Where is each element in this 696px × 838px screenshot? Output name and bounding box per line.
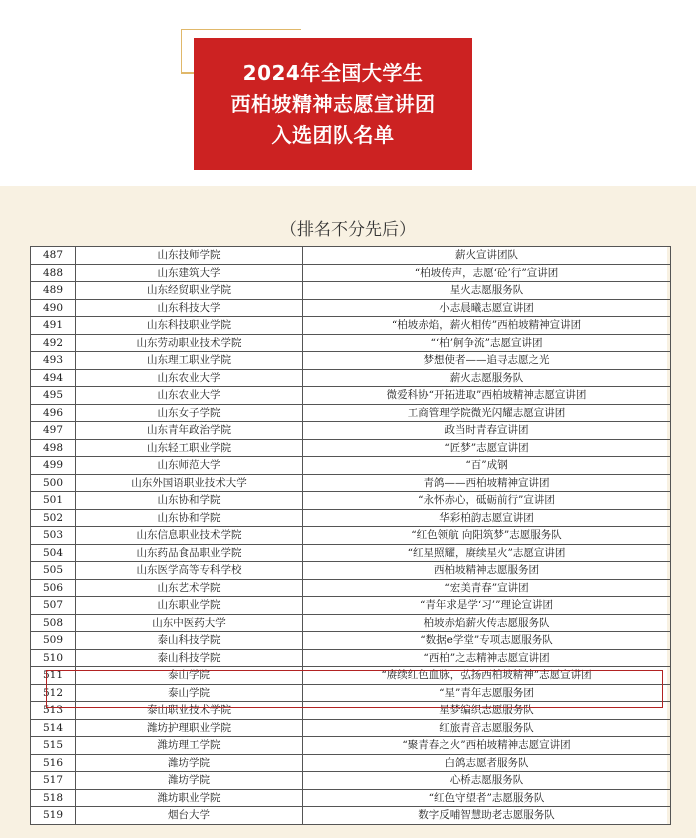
table-row <box>31 702 671 720</box>
row-number: 506 <box>31 579 76 597</box>
school-name: 山东药品食品职业学院 <box>76 544 303 562</box>
school-name: 山东中医药大学 <box>76 614 303 632</box>
table-row <box>31 317 671 335</box>
row-number: 513 <box>31 702 76 720</box>
row-number: 517 <box>31 772 76 790</box>
school-name: 烟台大学 <box>76 807 303 825</box>
table-row <box>31 334 671 352</box>
title-banner <box>194 38 472 170</box>
table-row <box>31 404 671 422</box>
team-name: 西柏坡精神志愿服务团 <box>303 562 671 580</box>
team-name: “红星照耀，赓续星火”志愿宣讲团 <box>303 544 671 562</box>
row-number: 505 <box>31 562 76 580</box>
table-row <box>31 457 671 475</box>
school-name: 山东理工职业学院 <box>76 352 303 370</box>
row-number: 516 <box>31 754 76 772</box>
row-number: 489 <box>31 282 76 300</box>
row-number: 497 <box>31 422 76 440</box>
school-name: 泰山学院 <box>76 684 303 702</box>
team-name: 薪火志愿服务队 <box>303 369 671 387</box>
team-name: 梦想使者——追寻志愿之光 <box>303 352 671 370</box>
school-name: 山东轻工职业学院 <box>76 439 303 457</box>
team-name: 华彩柏韵志愿宣讲团 <box>303 509 671 527</box>
team-name: 小志晨曦志愿宣讲团 <box>303 299 671 317</box>
school-name: 山东协和学院 <box>76 509 303 527</box>
row-number: 509 <box>31 632 76 650</box>
table-row <box>31 667 671 685</box>
school-name: 山东女子学院 <box>76 404 303 422</box>
row-number: 498 <box>31 439 76 457</box>
school-name: 山东信息职业技术学院 <box>76 527 303 545</box>
team-name: “百”成钢 <box>303 457 671 475</box>
table-row <box>31 264 671 282</box>
school-name: 山东医学高等专科学校 <box>76 562 303 580</box>
table-row <box>31 719 671 737</box>
table-row <box>31 299 671 317</box>
school-name: 山东劳动职业技术学院 <box>76 334 303 352</box>
school-name: 潍坊护理职业学院 <box>76 719 303 737</box>
row-number: 510 <box>31 649 76 667</box>
school-name: 山东农业大学 <box>76 387 303 405</box>
team-name: “匠梦”志愿宣讲团 <box>303 439 671 457</box>
table-row <box>31 789 671 807</box>
team-name: “宏美青春”宣讲团 <box>303 579 671 597</box>
row-number: 500 <box>31 474 76 492</box>
banner-decor-line <box>181 72 195 74</box>
team-name: 白鸽志愿者服务队 <box>303 754 671 772</box>
row-number: 499 <box>31 457 76 475</box>
row-number: 512 <box>31 684 76 702</box>
school-name: 山东技师学院 <box>76 247 303 265</box>
row-number: 515 <box>31 737 76 755</box>
table-row <box>31 282 671 300</box>
row-number: 508 <box>31 614 76 632</box>
table-row <box>31 387 671 405</box>
school-name: 山东建筑大学 <box>76 264 303 282</box>
school-name: 泰山职业技术学院 <box>76 702 303 720</box>
school-name: 泰山科技学院 <box>76 649 303 667</box>
team-name: “柏坡赤焰，薪火相传”西柏坡精神宣讲团 <box>303 317 671 335</box>
row-number: 492 <box>31 334 76 352</box>
school-name: 泰山科技学院 <box>76 632 303 650</box>
table-row <box>31 754 671 772</box>
table-row <box>31 807 671 825</box>
title-line-3: 入选团队名单 <box>271 122 395 147</box>
team-name: “星”青年志愿服务团 <box>303 684 671 702</box>
table-row <box>31 632 671 650</box>
table-row <box>31 614 671 632</box>
row-number: 519 <box>31 807 76 825</box>
ranking-note: （排名不分先后） <box>280 220 416 240</box>
row-number: 518 <box>31 789 76 807</box>
school-name: 山东师范大学 <box>76 457 303 475</box>
team-name: “数据e学堂”专项志愿服务队 <box>303 632 671 650</box>
team-name: “柏坡传声，志愿‘砼’行”宣讲团 <box>303 264 671 282</box>
team-name: 柏坡赤焰薪火传志愿服务队 <box>303 614 671 632</box>
team-name: “西柏”之志精神志愿宣讲团 <box>303 649 671 667</box>
row-number: 514 <box>31 719 76 737</box>
team-name: “‘柏’舸争流”志愿宣讲团 <box>303 334 671 352</box>
row-number: 496 <box>31 404 76 422</box>
table-row <box>31 422 671 440</box>
row-number: 490 <box>31 299 76 317</box>
school-name: 山东青年政治学院 <box>76 422 303 440</box>
school-name: 山东经贸职业学院 <box>76 282 303 300</box>
table-row <box>31 492 671 510</box>
table-row <box>31 474 671 492</box>
row-number: 504 <box>31 544 76 562</box>
row-number: 503 <box>31 527 76 545</box>
table-row <box>31 772 671 790</box>
table-row <box>31 509 671 527</box>
title-line-2: 西柏坡精神志愿宣讲团 <box>230 91 436 116</box>
table-row <box>31 737 671 755</box>
team-name: 红旅青音志愿服务队 <box>303 719 671 737</box>
team-list-table <box>30 246 671 825</box>
table-row <box>31 369 671 387</box>
team-name: 政当时青春宣讲团 <box>303 422 671 440</box>
row-number: 488 <box>31 264 76 282</box>
row-number: 494 <box>31 369 76 387</box>
row-number: 487 <box>31 247 76 265</box>
team-name: 薪火宣讲团队 <box>303 247 671 265</box>
table-row <box>31 562 671 580</box>
school-name: 山东艺术学院 <box>76 579 303 597</box>
school-name: 山东科技职业学院 <box>76 317 303 335</box>
school-name: 潍坊学院 <box>76 754 303 772</box>
team-name: “红色守望者”志愿服务队 <box>303 789 671 807</box>
team-name: “赓续红色血脉，弘扬西柏坡精神”志愿宣讲团 <box>303 667 671 685</box>
row-number: 507 <box>31 597 76 615</box>
title-line-1: 2024年全国大学生 <box>242 60 424 85</box>
school-name: 潍坊职业学院 <box>76 789 303 807</box>
table-row <box>31 247 671 265</box>
school-name: 山东农业大学 <box>76 369 303 387</box>
school-name: 潍坊理工学院 <box>76 737 303 755</box>
team-name: 星梦编织志愿服务队 <box>303 702 671 720</box>
table-row <box>31 527 671 545</box>
team-name: 青鸽——西柏坡精神宣讲团 <box>303 474 671 492</box>
team-name: “永怀赤心，砥砺前行”宣讲团 <box>303 492 671 510</box>
team-name: 心桥志愿服务队 <box>303 772 671 790</box>
school-name: 潍坊学院 <box>76 772 303 790</box>
team-name: 星火志愿服务队 <box>303 282 671 300</box>
row-number: 501 <box>31 492 76 510</box>
row-number: 511 <box>31 667 76 685</box>
row-number: 495 <box>31 387 76 405</box>
school-name: 山东职业学院 <box>76 597 303 615</box>
table-row <box>31 597 671 615</box>
team-name: “聚青春之火”西柏坡精神志愿宣讲团 <box>303 737 671 755</box>
table-row <box>31 579 671 597</box>
team-name: 工商管理学院微光闪耀志愿宣讲团 <box>303 404 671 422</box>
school-name: 山东协和学院 <box>76 492 303 510</box>
table-row <box>31 649 671 667</box>
row-number: 502 <box>31 509 76 527</box>
table-row <box>31 684 671 702</box>
school-name: 泰山学院 <box>76 667 303 685</box>
school-name: 山东外国语职业技术大学 <box>76 474 303 492</box>
row-number: 491 <box>31 317 76 335</box>
table-row <box>31 439 671 457</box>
team-name: 微爱科协“开拓进取”西柏坡精神志愿宣讲团 <box>303 387 671 405</box>
team-name: “青年求是学‘习’”理论宣讲团 <box>303 597 671 615</box>
team-list-table-wrapper <box>30 246 667 825</box>
school-name: 山东科技大学 <box>76 299 303 317</box>
row-number: 493 <box>31 352 76 370</box>
table-row <box>31 544 671 562</box>
team-name: “红色领航 向阳筑梦”志愿服务队 <box>303 527 671 545</box>
table-row <box>31 352 671 370</box>
team-name: 数字反哺智慧助老志愿服务队 <box>303 807 671 825</box>
